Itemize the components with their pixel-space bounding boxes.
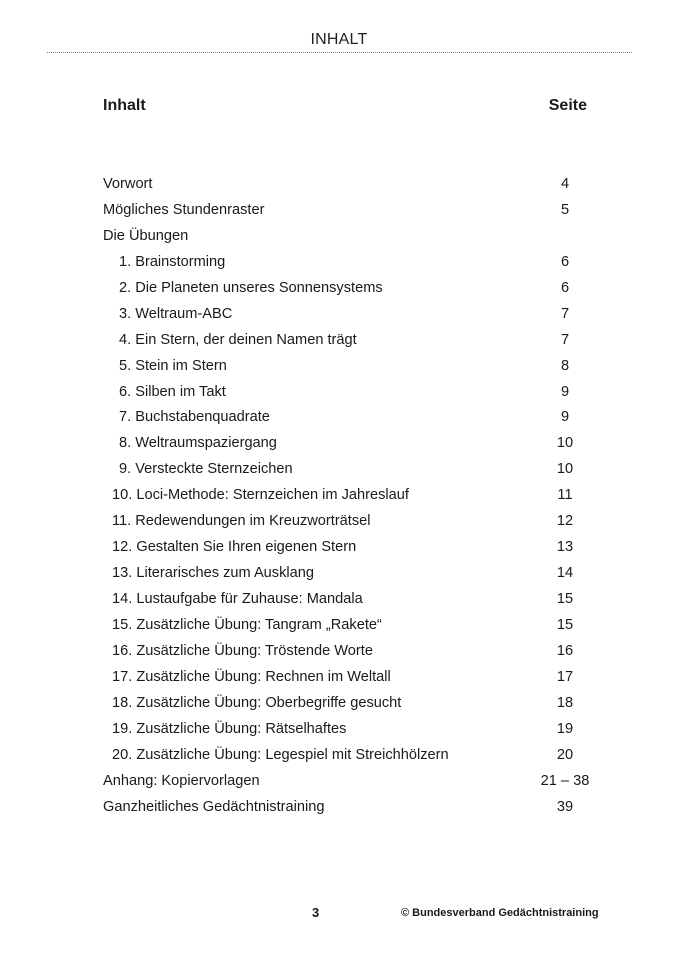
toc-entry[interactable] [103, 382, 603, 408]
toc-entry[interactable] [103, 797, 603, 823]
toc-entry-title: 14. Lustaufgabe für Zuhause: Mandala [112, 591, 363, 607]
toc-entry-title: 12. Gestalten Sie Ihren eigenen Stern [112, 539, 357, 556]
toc-entry[interactable] [103, 589, 603, 615]
toc-entry-title: Vorwort [103, 176, 153, 192]
toc-entry-title: 11. Redewendungen im Kreuzworträtsel [112, 513, 371, 530]
footer-copyright: © Bundesverband Gedächtnistraining [401, 907, 599, 919]
toc-entry[interactable] [103, 304, 603, 330]
toc-header [103, 97, 587, 117]
toc-entry-page: 7 [560, 305, 570, 322]
toc-entry-page: 5 [560, 201, 570, 218]
toc-entry[interactable] [103, 459, 603, 485]
toc-entry[interactable] [103, 278, 603, 304]
toc-entry[interactable] [103, 641, 603, 667]
toc-entry[interactable] [103, 719, 603, 745]
toc-entry-page: 18 [556, 694, 574, 711]
toc-entry[interactable] [103, 356, 603, 382]
toc-entry-title: 16. Zusätzliche Übung: Tröstende Worte [112, 642, 373, 659]
toc-entry-title: 18. Zusätzliche Übung: Oberbegriffe gesucht [112, 694, 402, 711]
toc-entry[interactable] [103, 667, 603, 693]
toc-entry[interactable] [103, 745, 603, 771]
toc-entry-page: 39 [556, 798, 574, 815]
toc-entry-page: 7 [560, 331, 570, 348]
toc-entry-title: 5. Stein im Stern [119, 357, 227, 374]
toc-entry-page: 20 [556, 746, 574, 763]
toc-heading: Inhalt [103, 97, 146, 114]
toc-entry-title: 13. Literarisches zum Ausklang [112, 565, 314, 582]
toc-section [103, 226, 603, 252]
toc-entry[interactable] [103, 407, 603, 433]
toc-entry[interactable] [103, 330, 603, 356]
toc-entry-title: 4. Ein Stern, der deinen Namen trägt [119, 331, 357, 348]
toc-entry-page: 10 [556, 461, 574, 478]
toc-entry-title: 8. Weltraumspaziergang [119, 435, 277, 452]
toc-entry-title: Anhang: Kopiervorlagen [103, 772, 260, 789]
toc-entry[interactable] [103, 433, 603, 459]
toc-entry-page: 9 [560, 409, 570, 426]
toc-entry-page: 16 [556, 642, 574, 659]
toc-entry[interactable] [103, 511, 603, 537]
toc-entry-page: 10 [556, 435, 574, 452]
toc-entry-title: 20. Zusätzliche Übung: Legespiel mit Streichhölzern [112, 746, 449, 763]
toc-entry[interactable] [103, 252, 603, 278]
toc-entry[interactable] [103, 485, 603, 511]
toc-entry-page: 12 [556, 513, 574, 530]
toc-entry-page: 17 [556, 668, 574, 685]
toc-entry-page: 8 [560, 357, 570, 374]
toc-entry[interactable] [103, 174, 603, 200]
toc-entry-title: 15. Zusätzliche Übung: Tangram „Rakete“ [112, 616, 382, 633]
toc-entry[interactable] [103, 615, 603, 641]
toc-entry-page: 19 [556, 720, 574, 737]
toc-entry-title: 10. Loci-Methode: Sternzeichen im Jahreslauf [112, 487, 409, 504]
toc-entry-page: 21 – 38 [540, 772, 590, 789]
toc-entry-page: 6 [560, 279, 570, 296]
toc-entry-page: 15 [556, 616, 574, 633]
toc-entry-title: 2. Die Planeten unseres Sonnensystems [119, 279, 383, 296]
footer-page-number: 3 [312, 905, 320, 920]
running-head: INHALT [310, 31, 368, 48]
toc-entry-page: 4 [560, 176, 570, 192]
toc-entry-title: 17. Zusätzliche Übung: Rechnen im Weltall [112, 668, 391, 685]
toc-entry[interactable] [103, 200, 603, 226]
toc-section-title: Die Übungen [103, 227, 189, 244]
toc-entry-page: 13 [556, 539, 574, 556]
toc-entry[interactable] [103, 537, 603, 563]
toc-entry-title: 9. Versteckte Sternzeichen [119, 461, 293, 478]
toc-entry-title: 3. Weltraum-ABC [119, 305, 233, 322]
dotted-divider [47, 52, 632, 53]
toc-entry-page: 9 [560, 383, 570, 400]
toc-entry-page: 14 [556, 565, 574, 582]
toc-entry-page: 6 [560, 253, 570, 270]
toc-entry-title: Mögliches Stundenraster [103, 201, 265, 218]
toc-entry-title: Ganzheitliches Gedächtnistraining [103, 798, 325, 815]
toc-entry-page: 15 [556, 591, 574, 607]
toc-entry[interactable] [103, 693, 603, 719]
toc-entry-title: 1. Brainstorming [119, 253, 226, 270]
toc-entry[interactable] [103, 771, 603, 797]
toc-entry[interactable] [103, 563, 603, 589]
page-column-heading: Seite [548, 97, 587, 114]
toc-entry-title: 6. Silben im Takt [119, 383, 226, 400]
toc-entry-page: 11 [557, 487, 573, 504]
table-of-contents [103, 174, 603, 822]
toc-entry-title: 19. Zusätzliche Übung: Rätselhaftes [112, 720, 347, 737]
toc-entry-title: 7. Buchstabenquadrate [119, 409, 270, 426]
